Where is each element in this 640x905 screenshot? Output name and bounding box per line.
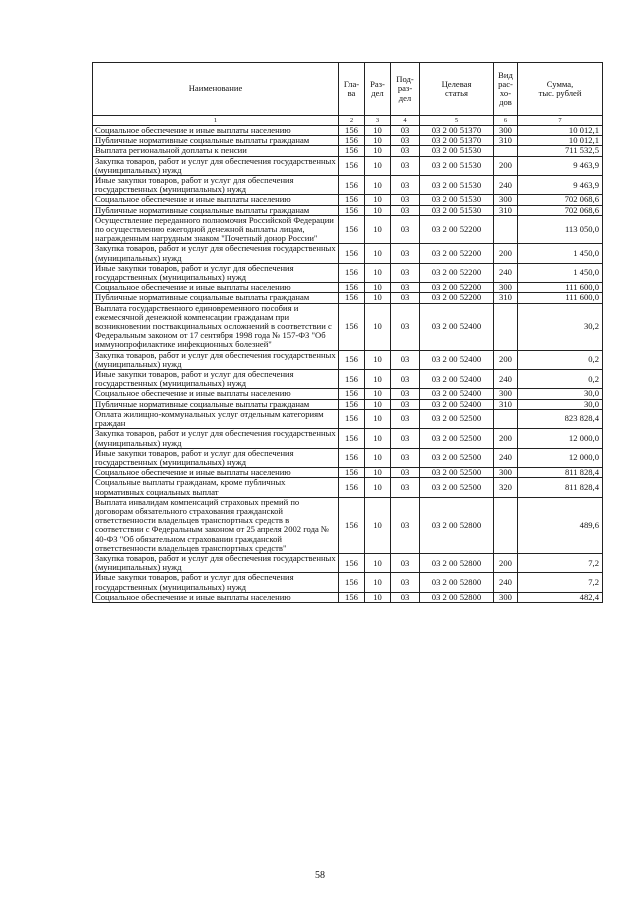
- name-cell: Социальное обеспечение и иные выплаты населению: [93, 389, 339, 399]
- sum-cell: 111 600,0: [518, 283, 603, 293]
- name-cell: Социальное обеспечение и иные выплаты населению: [93, 126, 339, 136]
- header-sum: Сумма, тыс. рублей: [518, 63, 603, 116]
- subsection-cell: 03: [391, 136, 420, 146]
- sum-cell: 111 600,0: [518, 293, 603, 303]
- chapter-cell: 156: [339, 263, 365, 282]
- chapter-cell: 156: [339, 293, 365, 303]
- chapter-cell: 156: [339, 497, 365, 553]
- section-cell: 10: [365, 429, 391, 448]
- sum-cell: 7,2: [518, 573, 603, 592]
- subsection-cell: 03: [391, 409, 420, 428]
- header-number: 1: [93, 116, 339, 126]
- target-article-cell: 03 2 00 52800: [420, 573, 494, 592]
- section-cell: 10: [365, 468, 391, 478]
- header-chapter: Гла- ва: [339, 63, 365, 116]
- section-cell: 10: [365, 195, 391, 205]
- section-cell: 10: [365, 409, 391, 428]
- table-row: [93, 389, 603, 399]
- subsection-cell: 03: [391, 573, 420, 592]
- subsection-cell: 03: [391, 146, 420, 156]
- chapter-cell: 156: [339, 573, 365, 592]
- chapter-cell: 156: [339, 370, 365, 389]
- name-cell: Оплата жилищно-коммунальных услуг отдельным категориям граждан: [93, 409, 339, 428]
- chapter-cell: 156: [339, 156, 365, 175]
- table-row: [93, 370, 603, 389]
- table-row: [93, 448, 603, 467]
- sum-cell: 811 828,4: [518, 478, 603, 497]
- chapter-cell: 156: [339, 195, 365, 205]
- name-cell: Выплата региональной доплаты к пенсии: [93, 146, 339, 156]
- section-cell: 10: [365, 215, 391, 244]
- expense-type-cell: 320: [494, 478, 518, 497]
- expense-type-cell: 300: [494, 468, 518, 478]
- chapter-cell: 156: [339, 468, 365, 478]
- target-article-cell: 03 2 00 52400: [420, 370, 494, 389]
- subsection-cell: 03: [391, 497, 420, 553]
- target-article-cell: 03 2 00 51530: [420, 195, 494, 205]
- table-row: [93, 478, 603, 497]
- name-cell: Закупка товаров, работ и услуг для обеспечения государственных (муниципальных) нужд: [93, 350, 339, 369]
- subsection-cell: 03: [391, 263, 420, 282]
- sum-cell: 1 450,0: [518, 263, 603, 282]
- target-article-cell: 03 2 00 52400: [420, 350, 494, 369]
- sum-cell: 823 828,4: [518, 409, 603, 428]
- target-article-cell: 03 2 00 51530: [420, 205, 494, 215]
- header-number: 6: [494, 116, 518, 126]
- target-article-cell: 03 2 00 52200: [420, 215, 494, 244]
- target-article-cell: 03 2 00 52800: [420, 497, 494, 553]
- subsection-cell: 03: [391, 156, 420, 175]
- sum-cell: 7,2: [518, 553, 603, 572]
- section-cell: 10: [365, 399, 391, 409]
- subsection-cell: 03: [391, 429, 420, 448]
- target-article-cell: 03 2 00 52200: [420, 283, 494, 293]
- subsection-cell: 03: [391, 283, 420, 293]
- expense-type-cell: 310: [494, 399, 518, 409]
- sum-cell: 12 000,0: [518, 448, 603, 467]
- table-body: [93, 126, 603, 603]
- target-article-cell: 03 2 00 51530: [420, 176, 494, 195]
- section-cell: 10: [365, 553, 391, 572]
- section-cell: 10: [365, 146, 391, 156]
- subsection-cell: 03: [391, 195, 420, 205]
- section-cell: 10: [365, 126, 391, 136]
- sum-cell: 10 012,1: [518, 126, 603, 136]
- page-number: 58: [315, 870, 325, 881]
- header-section: Раз- дел: [365, 63, 391, 116]
- table-row: [93, 350, 603, 369]
- section-cell: 10: [365, 156, 391, 175]
- section-cell: 10: [365, 478, 391, 497]
- expense-type-cell: [494, 409, 518, 428]
- expense-type-cell: 240: [494, 448, 518, 467]
- sum-cell: 1 450,0: [518, 244, 603, 263]
- header-number: 2: [339, 116, 365, 126]
- expense-type-cell: 300: [494, 592, 518, 602]
- expense-type-cell: [494, 215, 518, 244]
- expense-type-cell: 240: [494, 370, 518, 389]
- table-row: [93, 429, 603, 448]
- chapter-cell: 156: [339, 429, 365, 448]
- name-cell: Иные закупки товаров, работ и услуг для обеспечения государственных (муниципальных) нужд: [93, 176, 339, 195]
- header-numbers-row: [93, 116, 603, 126]
- sum-cell: 702 068,6: [518, 195, 603, 205]
- section-cell: 10: [365, 176, 391, 195]
- expense-type-cell: [494, 146, 518, 156]
- name-cell: Выплата государственного единовременного пособия и ежемесячной денежной компенсации гражданам при возникновении поствакцинальных осложнений в соответствии с Федеральным законом от 17 сентября 1998 года № 157-ФЗ "Об иммунопрофилактике инфекционных болезней": [93, 303, 339, 350]
- table-row: [93, 303, 603, 350]
- expense-type-cell: 200: [494, 350, 518, 369]
- table-row: [93, 215, 603, 244]
- budget-table: [92, 62, 603, 603]
- chapter-cell: 156: [339, 448, 365, 467]
- name-cell: Иные закупки товаров, работ и услуг для обеспечения государственных (муниципальных) нужд: [93, 573, 339, 592]
- name-cell: Социальные выплаты гражданам, кроме публичных нормативных социальных выплат: [93, 478, 339, 497]
- subsection-cell: 03: [391, 399, 420, 409]
- subsection-cell: 03: [391, 303, 420, 350]
- name-cell: Публичные нормативные социальные выплаты гражданам: [93, 205, 339, 215]
- target-article-cell: 03 2 00 52500: [420, 478, 494, 497]
- header-number: 4: [391, 116, 420, 126]
- section-cell: 10: [365, 136, 391, 146]
- table-row: [93, 176, 603, 195]
- subsection-cell: 03: [391, 370, 420, 389]
- subsection-cell: 03: [391, 215, 420, 244]
- table-row: [93, 146, 603, 156]
- header-number: 7: [518, 116, 603, 126]
- section-cell: 10: [365, 263, 391, 282]
- chapter-cell: 156: [339, 136, 365, 146]
- chapter-cell: 156: [339, 399, 365, 409]
- table-row: [93, 573, 603, 592]
- expense-type-cell: 300: [494, 389, 518, 399]
- table-row: [93, 263, 603, 282]
- table-row: [93, 156, 603, 175]
- section-cell: 10: [365, 283, 391, 293]
- subsection-cell: 03: [391, 126, 420, 136]
- subsection-cell: 03: [391, 478, 420, 497]
- sum-cell: 702 068,6: [518, 205, 603, 215]
- sum-cell: 30,2: [518, 303, 603, 350]
- subsection-cell: 03: [391, 244, 420, 263]
- target-article-cell: 03 2 00 51370: [420, 126, 494, 136]
- table-row: [93, 468, 603, 478]
- header-subsection: Под- раз- дел: [391, 63, 420, 116]
- chapter-cell: 156: [339, 283, 365, 293]
- expense-type-cell: 200: [494, 429, 518, 448]
- subsection-cell: 03: [391, 176, 420, 195]
- chapter-cell: 156: [339, 126, 365, 136]
- target-article-cell: 03 2 00 52400: [420, 303, 494, 350]
- expense-type-cell: 240: [494, 573, 518, 592]
- subsection-cell: 03: [391, 293, 420, 303]
- name-cell: Осуществление переданного полномочия Российской Федерации по осуществлению ежегодной денежной выплаты лицам, награжденным нагрудным знаком "Почетный донор России": [93, 215, 339, 244]
- subsection-cell: 03: [391, 468, 420, 478]
- table-row: [93, 244, 603, 263]
- expense-type-cell: 300: [494, 195, 518, 205]
- target-article-cell: 03 2 00 52200: [420, 293, 494, 303]
- chapter-cell: 156: [339, 244, 365, 263]
- name-cell: Закупка товаров, работ и услуг для обеспечения государственных (муниципальных) нужд: [93, 156, 339, 175]
- sum-cell: 711 532,5: [518, 146, 603, 156]
- table-row: [93, 592, 603, 602]
- chapter-cell: 156: [339, 176, 365, 195]
- expense-type-cell: [494, 303, 518, 350]
- table-row: [93, 283, 603, 293]
- section-cell: 10: [365, 370, 391, 389]
- name-cell: Закупка товаров, работ и услуг для обеспечения государственных (муниципальных) нужд: [93, 429, 339, 448]
- name-cell: Закупка товаров, работ и услуг для обеспечения государственных (муниципальных) нужд: [93, 553, 339, 572]
- chapter-cell: 156: [339, 205, 365, 215]
- table-row: [93, 399, 603, 409]
- sum-cell: 489,6: [518, 497, 603, 553]
- subsection-cell: 03: [391, 553, 420, 572]
- name-cell: Иные закупки товаров, работ и услуг для обеспечения государственных (муниципальных) нужд: [93, 370, 339, 389]
- chapter-cell: 156: [339, 350, 365, 369]
- section-cell: 10: [365, 389, 391, 399]
- expense-type-cell: 240: [494, 176, 518, 195]
- name-cell: Иные закупки товаров, работ и услуг для обеспечения государственных (муниципальных) нужд: [93, 263, 339, 282]
- table-row: [93, 205, 603, 215]
- target-article-cell: 03 2 00 52400: [420, 389, 494, 399]
- sum-cell: 10 012,1: [518, 136, 603, 146]
- section-cell: 10: [365, 448, 391, 467]
- chapter-cell: 156: [339, 389, 365, 399]
- table-row: [93, 553, 603, 572]
- name-cell: Выплата инвалидам компенсаций страховых премий по договорам обязательного страхования гражданской ответственности владельцев транспортных средств в соответствии с Федеральным законом от 25 апреля 2002 года № 40-ФЗ "Об обязательном страховании гражданской ответственности владельцев транспортных средств": [93, 497, 339, 553]
- target-article-cell: 03 2 00 52200: [420, 263, 494, 282]
- target-article-cell: 03 2 00 51370: [420, 136, 494, 146]
- header-row: [93, 63, 603, 116]
- section-cell: 10: [365, 592, 391, 602]
- expense-type-cell: 200: [494, 553, 518, 572]
- section-cell: 10: [365, 350, 391, 369]
- name-cell: Социальное обеспечение и иные выплаты населению: [93, 195, 339, 205]
- name-cell: Публичные нормативные социальные выплаты гражданам: [93, 399, 339, 409]
- subsection-cell: 03: [391, 592, 420, 602]
- chapter-cell: 156: [339, 146, 365, 156]
- name-cell: Социальное обеспечение и иные выплаты населению: [93, 592, 339, 602]
- subsection-cell: 03: [391, 350, 420, 369]
- sum-cell: 0,2: [518, 370, 603, 389]
- expense-type-cell: 200: [494, 156, 518, 175]
- target-article-cell: 03 2 00 51530: [420, 146, 494, 156]
- table-row: [93, 409, 603, 428]
- subsection-cell: 03: [391, 205, 420, 215]
- section-cell: 10: [365, 293, 391, 303]
- sum-cell: 0,2: [518, 350, 603, 369]
- sum-cell: 9 463,9: [518, 156, 603, 175]
- target-article-cell: 03 2 00 52800: [420, 592, 494, 602]
- subsection-cell: 03: [391, 389, 420, 399]
- sum-cell: 12 000,0: [518, 429, 603, 448]
- chapter-cell: 156: [339, 592, 365, 602]
- sum-cell: 811 828,4: [518, 468, 603, 478]
- table-row: [93, 195, 603, 205]
- expense-type-cell: 300: [494, 126, 518, 136]
- table-row: [93, 497, 603, 553]
- target-article-cell: 03 2 00 51530: [420, 156, 494, 175]
- section-cell: 10: [365, 497, 391, 553]
- header-number: 3: [365, 116, 391, 126]
- sum-cell: 113 050,0: [518, 215, 603, 244]
- chapter-cell: 156: [339, 409, 365, 428]
- header-target-article: Целевая статья: [420, 63, 494, 116]
- target-article-cell: 03 2 00 52500: [420, 409, 494, 428]
- header-name: Наименование: [93, 63, 339, 116]
- table-row: [93, 293, 603, 303]
- sum-cell: 30,0: [518, 399, 603, 409]
- table-row: [93, 136, 603, 146]
- name-cell: Иные закупки товаров, работ и услуг для обеспечения государственных (муниципальных) нужд: [93, 448, 339, 467]
- chapter-cell: 156: [339, 478, 365, 497]
- target-article-cell: 03 2 00 52200: [420, 244, 494, 263]
- target-article-cell: 03 2 00 52500: [420, 468, 494, 478]
- chapter-cell: 156: [339, 553, 365, 572]
- target-article-cell: 03 2 00 52500: [420, 429, 494, 448]
- sum-cell: 482,4: [518, 592, 603, 602]
- section-cell: 10: [365, 205, 391, 215]
- expense-type-cell: 240: [494, 263, 518, 282]
- sum-cell: 9 463,9: [518, 176, 603, 195]
- expense-type-cell: [494, 497, 518, 553]
- section-cell: 10: [365, 244, 391, 263]
- expense-type-cell: 310: [494, 205, 518, 215]
- name-cell: Публичные нормативные социальные выплаты гражданам: [93, 293, 339, 303]
- sum-cell: 30,0: [518, 389, 603, 399]
- section-cell: 10: [365, 573, 391, 592]
- target-article-cell: 03 2 00 52800: [420, 553, 494, 572]
- subsection-cell: 03: [391, 448, 420, 467]
- expense-type-cell: 310: [494, 293, 518, 303]
- expense-type-cell: 300: [494, 283, 518, 293]
- header-number: 5: [420, 116, 494, 126]
- expense-type-cell: 200: [494, 244, 518, 263]
- expense-type-cell: 310: [494, 136, 518, 146]
- section-cell: 10: [365, 303, 391, 350]
- target-article-cell: 03 2 00 52400: [420, 399, 494, 409]
- name-cell: Социальное обеспечение и иные выплаты населению: [93, 468, 339, 478]
- chapter-cell: 156: [339, 215, 365, 244]
- target-article-cell: 03 2 00 52500: [420, 448, 494, 467]
- header-expense-type: Вид рас- хо- дов: [494, 63, 518, 116]
- name-cell: Публичные нормативные социальные выплаты гражданам: [93, 136, 339, 146]
- chapter-cell: 156: [339, 303, 365, 350]
- name-cell: Закупка товаров, работ и услуг для обеспечения государственных (муниципальных) нужд: [93, 244, 339, 263]
- table-row: [93, 126, 603, 136]
- name-cell: Социальное обеспечение и иные выплаты населению: [93, 283, 339, 293]
